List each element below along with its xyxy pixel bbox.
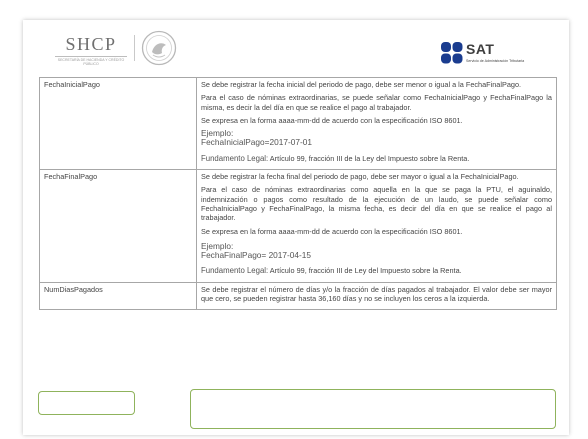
sat-logo-icon — [441, 42, 463, 64]
field-description — [197, 282, 557, 310]
shcp-logo — [51, 34, 131, 66]
example-label: Ejemplo: — [201, 128, 234, 139]
legal-basis-label: Fundamento Legal: — [201, 266, 269, 276]
description-paragraph: Para el caso de nóminas extraordinarias como aquella en la que se paga la PTU, el aguinaldo, indemnización o pagos como resultado de la ejecución de un laudo, se puede señalar como FechaInicialPago y FechaFinalPago, la misma fecha, es decir del día en que se realice el pago al trabajador. — [201, 185, 552, 223]
description-paragraph: Se debe registrar la fecha inicial del periodo de pago, debe ser menor o igual a la FechaFinalPago. — [201, 80, 522, 89]
shcp-logo-subtitle: SECRETARÍA DE HACIENDA Y CRÉDITO PÚBLICO — [57, 58, 125, 66]
example-value: FechaFinalPago= 2017-04-15 — [201, 250, 312, 261]
national-seal-icon — [141, 30, 177, 66]
field-spec-table — [39, 77, 557, 310]
description-paragraph: Se debe registrar la fecha final del periodo de pago, debe ser mayor o igual a la FechaInicialPago. — [201, 172, 519, 182]
example-value: FechaInicialPago=2017-07-01 — [201, 137, 312, 148]
sat-logo-text: SAT — [466, 41, 495, 57]
description-paragraph: Se expresa en la forma aaaa-mm-dd de acuerdo con la especificación ISO 8601. — [201, 226, 463, 236]
document-page — [23, 20, 569, 435]
highlight-field-description — [190, 389, 556, 429]
document-header — [23, 20, 569, 76]
legal-basis — [201, 266, 552, 275]
table-row — [40, 282, 557, 310]
field-name: FechaFinalPago — [40, 170, 197, 283]
sat-logo-subtitle: Servicio de Administración Tributaria — [466, 59, 525, 63]
legal-basis-text: Artículo 99, fracción III de Ley del Impuesto sobre la Renta. — [268, 266, 462, 276]
shcp-logo-rule — [55, 56, 127, 57]
field-name: FechaInicialPago — [40, 78, 197, 170]
description-paragraph: Se debe registrar el número de días y/o la fracción de días pagados al trabajador. El valor debe ser mayor que cero, se pueden registrar hasta 36,160 días y no se incluyen los ceros a la izquierda. — [201, 284, 552, 304]
highlight-field-name — [38, 391, 135, 415]
example-label: Ejemplo: — [201, 240, 234, 251]
header-divider — [134, 35, 135, 61]
legal-basis-label: Fundamento Legal: — [201, 153, 269, 163]
description-paragraph: Para el caso de nóminas extraordinarias, se puede señalar como FechaInicialPago y FechaFinalPago la misma, es decir la del día en que se realice el pago al trabajador. — [201, 93, 552, 112]
legal-basis-text: Artículo 99, fracción III de la Ley del Impuesto sobre la Renta. — [268, 153, 470, 163]
legal-basis — [201, 154, 552, 163]
sat-logo — [441, 42, 569, 68]
field-description — [197, 170, 557, 283]
table-row — [40, 170, 557, 283]
description-paragraph: Se expresa en la forma aaaa-mm-dd de acuerdo con la especificación ISO 8601. — [201, 115, 463, 125]
table-row — [40, 78, 557, 170]
field-name: NumDiasPagados — [40, 282, 197, 310]
shcp-logo-text: SHCP — [65, 34, 117, 54]
field-description — [197, 78, 557, 170]
